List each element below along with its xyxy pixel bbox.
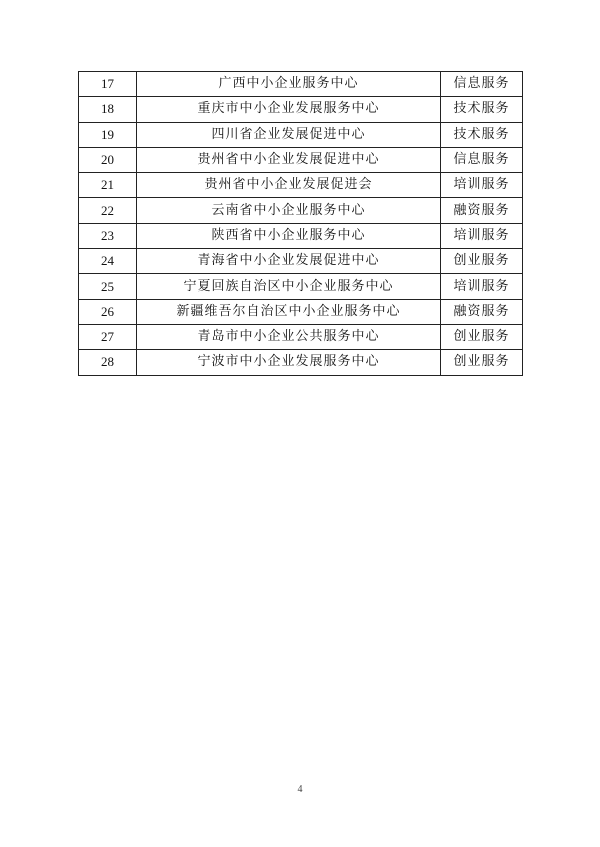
row-number-cell: 18 <box>79 97 137 122</box>
service-type-cell: 培训服务 <box>441 173 523 198</box>
service-type-cell: 技术服务 <box>441 97 523 122</box>
organization-name-cell: 重庆市中小企业发展服务中心 <box>137 97 441 122</box>
row-number-cell: 24 <box>79 249 137 274</box>
table-row <box>79 173 523 198</box>
table-row <box>79 223 523 248</box>
service-type-cell: 创业服务 <box>441 324 523 349</box>
table-row <box>79 122 523 147</box>
service-type-cell: 融资服务 <box>441 198 523 223</box>
row-number-cell: 22 <box>79 198 137 223</box>
table-row <box>79 274 523 299</box>
table-row <box>79 97 523 122</box>
row-number-cell: 26 <box>79 299 137 324</box>
organization-name-cell: 广西中小企业服务中心 <box>137 72 441 97</box>
row-number-cell: 23 <box>79 223 137 248</box>
row-number-cell: 17 <box>79 72 137 97</box>
page-number: 4 <box>297 784 303 795</box>
table-row <box>79 147 523 172</box>
service-type-cell: 培训服务 <box>441 223 523 248</box>
service-organization-table <box>78 71 523 376</box>
table-row <box>79 299 523 324</box>
row-number-cell: 19 <box>79 122 137 147</box>
organization-name-cell: 贵州省中小企业发展促进会 <box>137 173 441 198</box>
organization-name-cell: 云南省中小企业服务中心 <box>137 198 441 223</box>
service-type-cell: 技术服务 <box>441 122 523 147</box>
service-type-cell: 创业服务 <box>441 350 523 375</box>
service-type-cell: 融资服务 <box>441 299 523 324</box>
row-number-cell: 21 <box>79 173 137 198</box>
organization-name-cell: 宁波市中小企业发展服务中心 <box>137 350 441 375</box>
organization-name-cell: 青岛市中小企业公共服务中心 <box>137 324 441 349</box>
organization-name-cell: 宁夏回族自治区中小企业服务中心 <box>137 274 441 299</box>
organization-name-cell: 贵州省中小企业发展促进中心 <box>137 147 441 172</box>
organization-name-cell: 四川省企业发展促进中心 <box>137 122 441 147</box>
service-type-cell: 培训服务 <box>441 274 523 299</box>
table-row <box>79 324 523 349</box>
row-number-cell: 20 <box>79 147 137 172</box>
organization-name-cell: 新疆维吾尔自治区中小企业服务中心 <box>137 299 441 324</box>
row-number-cell: 28 <box>79 350 137 375</box>
service-type-cell: 信息服务 <box>441 72 523 97</box>
table-row <box>79 249 523 274</box>
organization-name-cell: 青海省中小企业发展促进中心 <box>137 249 441 274</box>
service-type-cell: 信息服务 <box>441 147 523 172</box>
row-number-cell: 25 <box>79 274 137 299</box>
organization-name-cell: 陕西省中小企业服务中心 <box>137 223 441 248</box>
row-number-cell: 27 <box>79 324 137 349</box>
table-row <box>79 72 523 97</box>
service-type-cell: 创业服务 <box>441 249 523 274</box>
table-row <box>79 198 523 223</box>
table-row <box>79 350 523 375</box>
table-body <box>79 72 523 376</box>
